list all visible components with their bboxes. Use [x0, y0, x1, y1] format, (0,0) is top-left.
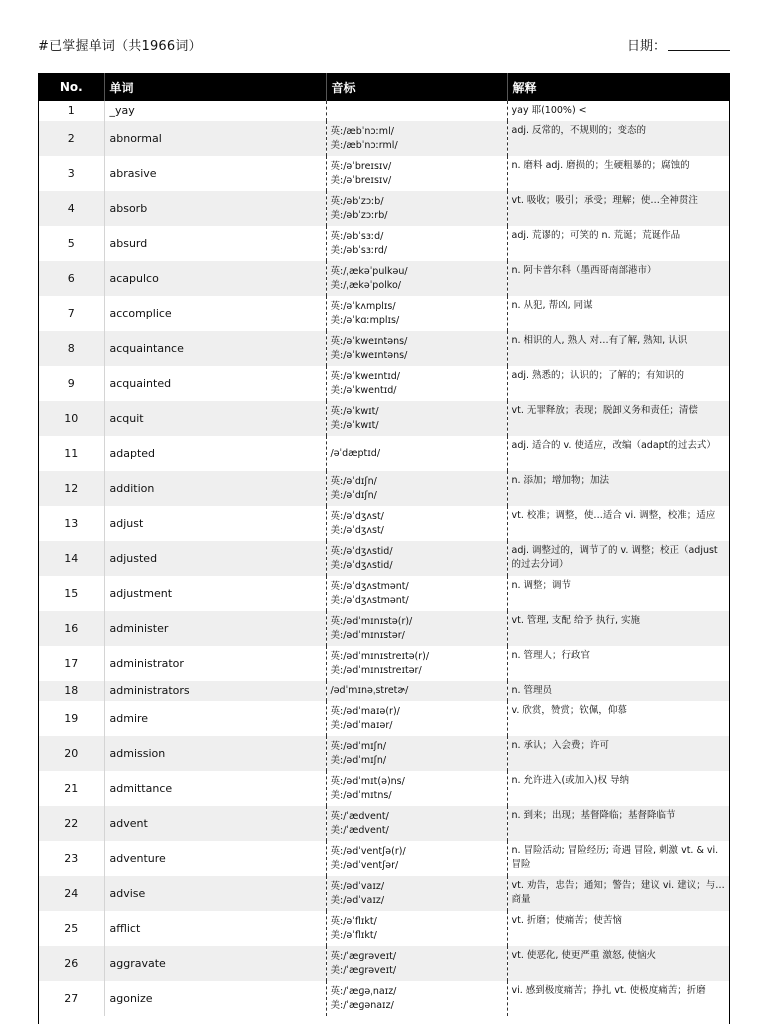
phonetic-uk: 英:/əˈflɪkt/ — [330, 915, 377, 927]
phonetic-us: 美:/ədˈmɪtns/ — [330, 789, 392, 801]
phonetic-cell — [326, 156, 507, 191]
row-number: 5 — [39, 226, 104, 261]
word-cell: advent — [104, 806, 326, 841]
row-number: 8 — [39, 331, 104, 366]
row-number: 10 — [39, 401, 104, 436]
phonetic-uk: 英:/əbˈsɜːd/ — [330, 230, 384, 242]
table-row — [39, 576, 729, 611]
word-cell: absorb — [104, 191, 326, 226]
phonetic-cell — [326, 121, 507, 156]
row-number: 17 — [39, 646, 104, 681]
phonetic-cell — [326, 946, 507, 981]
row-number: 26 — [39, 946, 104, 981]
date-label: 日期： — [626, 39, 666, 54]
definition-cell: n. 阿卡普尔科（墨西哥南部港市） — [511, 265, 657, 276]
row-number: 27 — [39, 981, 104, 1016]
definition-cell: n. 相识的人, 熟人 对…有了解, 熟知, 认识 — [511, 335, 688, 346]
table-row — [39, 736, 729, 771]
row-number: 18 — [39, 681, 104, 701]
table-row — [39, 911, 729, 946]
phonetic-us: 美:/əˈdʒʌst/ — [330, 524, 384, 536]
phonetic-uk: 英:/ˈæɡrəveɪt/ — [330, 950, 397, 962]
word-cell: adjustment — [104, 576, 326, 611]
phonetic-cell — [326, 471, 507, 506]
table-row — [39, 541, 729, 576]
date-field — [627, 38, 730, 56]
phonetic-cell — [326, 701, 507, 736]
word-cell: advise — [104, 876, 326, 911]
phonetic-cell — [326, 576, 507, 611]
definition-cell: vt. 吸收；吸引；承受；理解；使…全神贯注 — [511, 195, 698, 206]
phonetic-cell — [326, 646, 507, 681]
row-number: 13 — [39, 506, 104, 541]
phonetic-us: 美:/æbˈnɔːrml/ — [330, 139, 398, 151]
definition-cell: n. 冒险活动; 冒险经历; 奇遇 冒险, 刺激 vt. & vi. 冒险 — [511, 845, 719, 870]
phonetic-cell — [326, 401, 507, 436]
definition-cell: n. 从犯, 帮凶, 同谋 — [511, 300, 593, 311]
table-row — [39, 681, 729, 701]
phonetic-us: 美:/əˈdʒʌstid/ — [330, 559, 393, 571]
phonetic-cell — [326, 506, 507, 541]
phonetic-us: 美:/ədˈmaɪər/ — [330, 719, 393, 731]
phonetic-cell — [326, 366, 507, 401]
phonetic-us: 美:/əˈbreɪsɪv/ — [330, 174, 392, 186]
phonetic-uk: 英:/əˈdɪʃn/ — [330, 475, 377, 487]
row-number: 22 — [39, 806, 104, 841]
phonetic-cell — [326, 296, 507, 331]
phonetic-us: 美:/ˈæɡrəveɪt/ — [330, 964, 397, 976]
table-row — [39, 401, 729, 436]
phonetic-uk: 英:/ədˈmɪʃn/ — [330, 740, 387, 752]
phonetic-uk: 英:/əˈkʌmplɪs/ — [330, 300, 396, 312]
column-header-word: 单词 — [104, 73, 326, 101]
word-cell: admittance — [104, 771, 326, 806]
row-number: 11 — [39, 436, 104, 471]
phonetic-us: 美:/ədˈmɪnɪstreɪtər/ — [330, 664, 422, 676]
phonetic-us: 美:/əbˈzɔːrb/ — [330, 209, 388, 221]
table-row — [39, 806, 729, 841]
phonetic-cell — [326, 681, 507, 701]
word-cell: agonize — [104, 981, 326, 1016]
definition-cell: adj. 荒谬的；可笑的 n. 荒诞；荒诞作品 — [511, 230, 681, 241]
phonetic-us: 美:/əˈkɑːmplɪs/ — [330, 314, 400, 326]
phonetic-cell — [326, 806, 507, 841]
row-number: 15 — [39, 576, 104, 611]
row-number: 1 — [39, 101, 104, 121]
row-number: 16 — [39, 611, 104, 646]
definition-cell: vt. 劝告，忠告；通知；警告；建议 vi. 建议；与…商量 — [511, 880, 725, 905]
table-row — [39, 471, 729, 506]
phonetic-us: 美:/əˈkwentɪd/ — [330, 384, 397, 396]
phonetic-uk: /ədˈmɪnəˌstretɚ/ — [330, 685, 409, 696]
definition-cell: adj. 调整过的，调节了的 v. 调整；校正（adjust的过去分词） — [511, 545, 718, 570]
phonetic-uk: 英:/æbˈnɔːml/ — [330, 125, 394, 137]
phonetic-cell — [326, 611, 507, 646]
row-number: 9 — [39, 366, 104, 401]
word-cell: afflict — [104, 911, 326, 946]
phonetic-uk: 英:/əˈdʒʌstmənt/ — [330, 580, 409, 592]
phonetic-cell — [326, 331, 507, 366]
definition-cell: adj. 适合的 v. 使适应，改编（adapt的过去式） — [511, 440, 716, 451]
row-number: 21 — [39, 771, 104, 806]
phonetic-cell — [326, 261, 507, 296]
phonetic-uk: 英:/ədˈmɪnɪstə(r)/ — [330, 615, 413, 627]
definition-cell: vt. 使恶化, 使更严重 激怒, 使恼火 — [511, 950, 656, 961]
phonetic-us: 美:/ədˈmɪʃn/ — [330, 754, 387, 766]
definition-cell: vt. 折磨；使痛苦；使苦恼 — [511, 915, 622, 926]
table-row — [39, 101, 729, 121]
phonetic-us: 美:/ədˈvaɪz/ — [330, 894, 385, 906]
table-row — [39, 331, 729, 366]
phonetic-uk: 英:/əˈkweɪntɪd/ — [330, 370, 401, 382]
table-row — [39, 261, 729, 296]
table-row — [39, 981, 729, 1016]
column-header-no: No. — [39, 73, 104, 101]
phonetic-cell — [326, 771, 507, 806]
definition-cell: v. 欣赏，赞赏；钦佩，仰慕 — [511, 705, 627, 716]
phonetic-us: 美:/ədˈmɪnɪstər/ — [330, 629, 405, 641]
phonetic-uk: 英:/əˈdʒʌstid/ — [330, 545, 393, 557]
table-row — [39, 701, 729, 736]
phonetic-cell — [326, 101, 507, 121]
phonetic-cell — [326, 981, 507, 1016]
phonetic-cell — [326, 736, 507, 771]
definition-cell: n. 添加；增加物；加法 — [511, 475, 610, 486]
phonetic-us: 美:/əˈdɪʃn/ — [330, 489, 377, 501]
definition-cell: n. 调整；调节 — [511, 580, 572, 591]
definition-cell: vt. 无罪释放；表现；脱卸义务和责任；清偿 — [511, 405, 698, 416]
row-number: 3 — [39, 156, 104, 191]
table-row — [39, 191, 729, 226]
phonetic-uk: 英:/ədˈmaɪə(r)/ — [330, 705, 400, 717]
phonetic-uk: 英:/ˌækəˈpulkəu/ — [330, 265, 408, 277]
definition-cell: adj. 熟悉的；认识的；了解的；有知识的 — [511, 370, 685, 381]
phonetic-uk: 英:/ədˈmɪnɪstreɪtə(r)/ — [330, 650, 430, 662]
row-number: 4 — [39, 191, 104, 226]
phonetic-us: 美:/əˈkweɪntəns/ — [330, 349, 408, 361]
table-row — [39, 156, 729, 191]
phonetic-uk: 英:/ədˈventʃə(r)/ — [330, 845, 406, 857]
phonetic-us: 美:/əˈkwɪt/ — [330, 419, 379, 431]
word-cell: acquit — [104, 401, 326, 436]
phonetic-cell — [326, 541, 507, 576]
word-cell: administrators — [104, 681, 326, 701]
word-cell: addition — [104, 471, 326, 506]
row-number: 2 — [39, 121, 104, 156]
word-cell: adapted — [104, 436, 326, 471]
table-row — [39, 121, 729, 156]
phonetic-us: 美:/ˌækəˈpolko/ — [330, 279, 401, 291]
word-cell: adventure — [104, 841, 326, 876]
word-cell: abrasive — [104, 156, 326, 191]
phonetic-uk: 英:/ədˈvaɪz/ — [330, 880, 385, 892]
word-cell: administrator — [104, 646, 326, 681]
row-number: 24 — [39, 876, 104, 911]
date-blank-line — [668, 38, 730, 51]
word-cell: aggravate — [104, 946, 326, 981]
row-number: 12 — [39, 471, 104, 506]
phonetic-cell — [326, 911, 507, 946]
row-number: 6 — [39, 261, 104, 296]
table-row — [39, 506, 729, 541]
word-cell: adjust — [104, 506, 326, 541]
row-number: 20 — [39, 736, 104, 771]
definition-cell: n. 磨料 adj. 磨损的；生硬粗暴的；腐蚀的 — [511, 160, 690, 171]
column-header-phonetic: 音标 — [326, 73, 507, 101]
definition-cell: n. 管理员 — [511, 685, 553, 696]
word-cell: abnormal — [104, 121, 326, 156]
column-header-definition: 解释 — [512, 80, 537, 95]
definition-cell: yay 耶(100%) < — [511, 105, 587, 116]
word-cell: accomplice — [104, 296, 326, 331]
phonetic-uk: /əˈdæptɪd/ — [330, 447, 381, 459]
page-title: #已掌握单词（共1966词） — [38, 39, 202, 54]
word-cell: adjusted — [104, 541, 326, 576]
definition-cell: n. 允许进入(或加入)权 导纳 — [511, 775, 629, 786]
word-cell: admire — [104, 701, 326, 736]
table-row — [39, 366, 729, 401]
phonetic-us: 美:/ˈæɡənaɪz/ — [330, 999, 394, 1011]
phonetic-us: 美:/əˈflɪkt/ — [330, 929, 377, 941]
word-table — [39, 73, 729, 1016]
phonetic-cell — [326, 876, 507, 911]
table-row — [39, 226, 729, 261]
word-cell: acapulco — [104, 261, 326, 296]
word-cell: admission — [104, 736, 326, 771]
row-number: 19 — [39, 701, 104, 736]
table-row — [39, 296, 729, 331]
row-number: 14 — [39, 541, 104, 576]
phonetic-uk: 英:/ˈædvent/ — [330, 810, 389, 822]
phonetic-us: 美:/əbˈsɜːrd/ — [330, 244, 388, 256]
definition-cell: n. 承认；入会费；许可 — [511, 740, 610, 751]
word-cell: _yay — [104, 101, 326, 121]
page-header — [38, 38, 730, 56]
phonetic-us: 美:/əˈdʒʌstmənt/ — [330, 594, 409, 606]
phonetic-uk: 英:/əˈdʒʌst/ — [330, 510, 384, 522]
table-row — [39, 646, 729, 681]
table-header-row — [39, 73, 729, 101]
phonetic-cell — [326, 841, 507, 876]
word-cell: acquaintance — [104, 331, 326, 366]
definition-cell: adj. 反常的，不规则的；变态的 — [511, 125, 647, 136]
table-row — [39, 876, 729, 911]
word-cell: absurd — [104, 226, 326, 261]
definition-cell: vt. 校准；调整，使…适合 vi. 调整，校准；适应 — [511, 510, 716, 521]
word-table-container — [38, 73, 730, 1024]
phonetic-uk: 英:/əbˈzɔːb/ — [330, 195, 384, 207]
phonetic-us: 美:/ədˈventʃər/ — [330, 859, 399, 871]
definition-cell: n. 到来；出现；基督降临；基督降临节 — [511, 810, 676, 821]
table-row — [39, 946, 729, 981]
phonetic-uk: 英:/əˈkwɪt/ — [330, 405, 379, 417]
row-number: 23 — [39, 841, 104, 876]
phonetic-us: 美:/ˈædvent/ — [330, 824, 389, 836]
table-row — [39, 841, 729, 876]
row-number: 25 — [39, 911, 104, 946]
phonetic-uk: 英:/ˈæɡəˌnaɪz/ — [330, 985, 397, 997]
definition-cell: n. 管理人；行政官 — [511, 650, 591, 661]
phonetic-uk: 英:/ədˈmɪt(ə)ns/ — [330, 775, 405, 787]
table-row — [39, 611, 729, 646]
definition-cell: vt. 管理, 支配 给予 执行, 实施 — [511, 615, 641, 626]
word-cell: administer — [104, 611, 326, 646]
table-row — [39, 436, 729, 471]
phonetic-cell — [326, 226, 507, 261]
table-row — [39, 771, 729, 806]
definition-cell: vi. 感到极度痛苦；挣扎 vt. 使极度痛苦；折磨 — [511, 985, 706, 996]
phonetic-cell — [326, 436, 507, 471]
phonetic-uk: 英:/əˈkweɪntəns/ — [330, 335, 408, 347]
phonetic-uk: 英:/əˈbreɪsɪv/ — [330, 160, 392, 172]
word-cell: acquainted — [104, 366, 326, 401]
phonetic-cell — [326, 191, 507, 226]
row-number: 7 — [39, 296, 104, 331]
